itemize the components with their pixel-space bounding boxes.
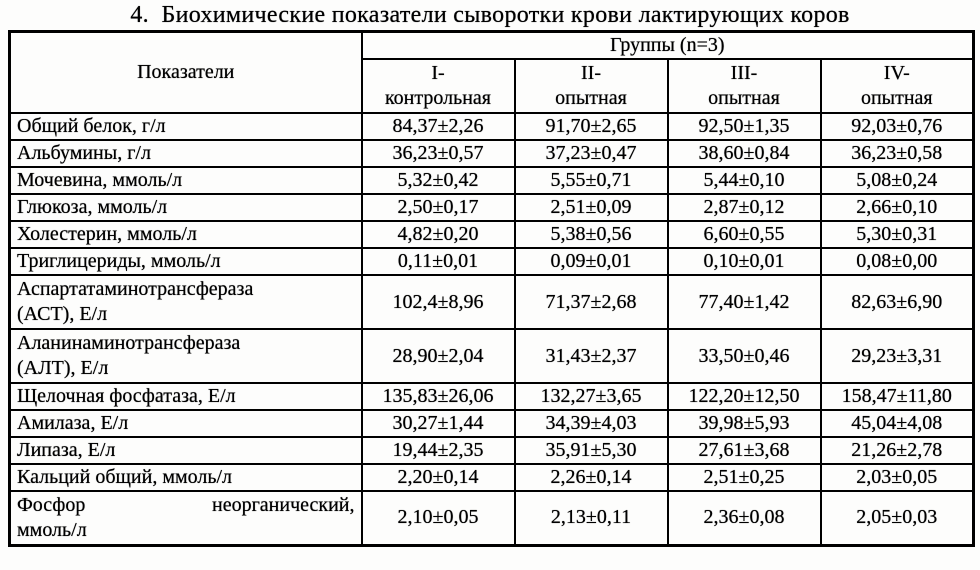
value-cell: 38,60±0,84 bbox=[668, 140, 821, 167]
value-cell: 77,40±1,42 bbox=[668, 275, 821, 329]
value-cell: 0,08±0,00 bbox=[821, 248, 974, 275]
value-cell: 92,50±1,35 bbox=[668, 113, 821, 140]
indicators-header-cell: Показатели bbox=[10, 32, 362, 114]
indicator-label-cell: Щелочная фосфатаза, Е/л bbox=[10, 383, 362, 410]
value-cell: 2,10±0,05 bbox=[362, 491, 515, 545]
value-cell: 2,50±0,17 bbox=[362, 194, 515, 221]
group-column-header-1 bbox=[362, 59, 515, 113]
group-column-header-4 bbox=[821, 59, 974, 113]
label-word-right: неорганический, bbox=[212, 493, 355, 516]
table-row bbox=[10, 491, 974, 545]
indicator-label-cell: Глюкоза, ммоль/л bbox=[10, 194, 362, 221]
value-cell: 2,87±0,12 bbox=[668, 194, 821, 221]
value-cell: 45,04±4,08 bbox=[821, 410, 974, 437]
value-cell: 27,61±3,68 bbox=[668, 437, 821, 464]
indicator-label-cell: Триглицериды, ммоль/л bbox=[10, 248, 362, 275]
group-number: III- bbox=[730, 62, 758, 84]
value-cell: 33,50±0,46 bbox=[668, 329, 821, 383]
indicator-label-cell: Липаза, Е/л bbox=[10, 437, 362, 464]
group-type: опытная bbox=[860, 87, 933, 109]
value-cell: 34,39±4,03 bbox=[515, 410, 668, 437]
value-cell: 91,70±2,65 bbox=[515, 113, 668, 140]
group-type: контрольная bbox=[384, 87, 491, 109]
value-cell: 92,03±0,76 bbox=[821, 113, 974, 140]
group-number: IV- bbox=[883, 62, 910, 84]
value-cell: 158,47±11,80 bbox=[821, 383, 974, 410]
value-cell: 0,11±0,01 bbox=[362, 248, 515, 275]
indicator-label-cell: Аспартатаминотрансфераза (АСТ), Е/л bbox=[10, 275, 362, 329]
value-cell: 2,05±0,03 bbox=[821, 491, 974, 545]
value-cell: 5,32±0,42 bbox=[362, 167, 515, 194]
value-cell: 122,20±12,50 bbox=[668, 383, 821, 410]
value-cell: 2,26±0,14 bbox=[515, 464, 668, 491]
value-cell: 2,13±0,11 bbox=[515, 491, 668, 545]
table-row bbox=[10, 167, 974, 194]
value-cell: 135,83±26,06 bbox=[362, 383, 515, 410]
indicator-label-cell: Альбумины, г/л bbox=[10, 140, 362, 167]
value-cell: 21,26±2,78 bbox=[821, 437, 974, 464]
indicator-label-cell: Фосфор неорганический, ммоль/л bbox=[10, 491, 362, 545]
label-word-left: Фосфор bbox=[17, 493, 86, 516]
value-cell: 31,43±2,37 bbox=[515, 329, 668, 383]
indicator-label-cell: Холестерин, ммоль/л bbox=[10, 221, 362, 248]
table-row bbox=[10, 194, 974, 221]
value-cell: 5,44±0,10 bbox=[668, 167, 821, 194]
value-cell: 2,03±0,05 bbox=[821, 464, 974, 491]
indicator-label-cell: Амилаза, Е/л bbox=[10, 410, 362, 437]
value-cell: 0,10±0,01 bbox=[668, 248, 821, 275]
table-row bbox=[10, 221, 974, 248]
value-cell: 84,37±2,26 bbox=[362, 113, 515, 140]
table-caption: 4. Биохимические показатели сыворотки крови лактирующих коров bbox=[130, 2, 850, 28]
value-cell: 19,44±2,35 bbox=[362, 437, 515, 464]
biochemistry-table bbox=[8, 30, 975, 547]
table-row bbox=[10, 275, 974, 329]
value-cell: 4,82±0,20 bbox=[362, 221, 515, 248]
group-number: I- bbox=[431, 62, 445, 84]
value-cell: 5,08±0,24 bbox=[821, 167, 974, 194]
value-cell: 102,4±8,96 bbox=[362, 275, 515, 329]
header-row-groups bbox=[10, 32, 974, 60]
value-cell: 28,90±2,04 bbox=[362, 329, 515, 383]
groups-header-cell: Группы (n=3) bbox=[362, 32, 974, 60]
indicator-label-cell: Аланинаминотрансфераза (АЛТ), Е/л bbox=[10, 329, 362, 383]
table-row bbox=[10, 248, 974, 275]
table-row bbox=[10, 329, 974, 383]
group-column-header-2 bbox=[515, 59, 668, 113]
indicator-label-cell: Мочевина, ммоль/л bbox=[10, 167, 362, 194]
value-cell: 2,36±0,08 bbox=[668, 491, 821, 545]
value-cell: 36,23±0,58 bbox=[821, 140, 974, 167]
group-type: опытная bbox=[555, 87, 627, 109]
table-row bbox=[10, 140, 974, 167]
value-cell: 2,51±0,09 bbox=[515, 194, 668, 221]
value-cell: 82,63±6,90 bbox=[821, 275, 974, 329]
table-row bbox=[10, 113, 974, 140]
value-cell: 2,51±0,25 bbox=[668, 464, 821, 491]
group-column-header-3 bbox=[668, 59, 821, 113]
value-cell: 0,09±0,01 bbox=[515, 248, 668, 275]
table-row bbox=[10, 464, 974, 491]
value-cell: 29,23±3,31 bbox=[821, 329, 974, 383]
value-cell: 30,27±1,44 bbox=[362, 410, 515, 437]
value-cell: 71,37±2,68 bbox=[515, 275, 668, 329]
indicator-label-cell: Общий белок, г/л bbox=[10, 113, 362, 140]
table-row bbox=[10, 437, 974, 464]
value-cell: 6,60±0,55 bbox=[668, 221, 821, 248]
value-cell: 39,98±5,93 bbox=[668, 410, 821, 437]
indicator-label-cell: Кальций общий, ммоль/л bbox=[10, 464, 362, 491]
value-cell: 5,30±0,31 bbox=[821, 221, 974, 248]
value-cell: 2,66±0,10 bbox=[821, 194, 974, 221]
value-cell: 5,55±0,71 bbox=[515, 167, 668, 194]
value-cell: 36,23±0,57 bbox=[362, 140, 515, 167]
group-number: II- bbox=[581, 62, 601, 84]
value-cell: 35,91±5,30 bbox=[515, 437, 668, 464]
value-cell: 132,27±3,65 bbox=[515, 383, 668, 410]
value-cell: 2,20±0,14 bbox=[362, 464, 515, 491]
group-type: опытная bbox=[708, 87, 780, 109]
table-row bbox=[10, 410, 974, 437]
value-cell: 5,38±0,56 bbox=[515, 221, 668, 248]
value-cell: 37,23±0,47 bbox=[515, 140, 668, 167]
table-row bbox=[10, 383, 974, 410]
